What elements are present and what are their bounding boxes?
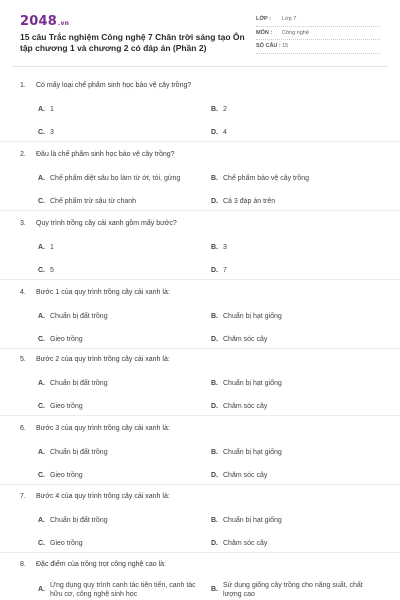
question-stem: Có mấy loại chế phẩm sinh học bảo vệ cây trồng?	[36, 82, 192, 89]
option-c[interactable]	[38, 266, 54, 275]
option-letter: A.	[38, 106, 45, 113]
option-b[interactable]	[211, 516, 282, 525]
question-stem: Đâu là chế phẩm sinh học bảo vệ cây trồng?	[36, 151, 175, 158]
option-text: Chăm sóc cây	[223, 540, 268, 547]
question-text	[20, 289, 380, 299]
options	[20, 435, 380, 479]
logo-text: 2048	[20, 14, 57, 29]
option-letter: B.	[211, 586, 218, 593]
meta-row-count	[256, 40, 380, 54]
option-d[interactable]	[211, 197, 275, 206]
meta-value: Công nghệ	[282, 29, 309, 36]
option-letter: B.	[211, 175, 218, 182]
option-text: 1	[50, 244, 54, 251]
option-b[interactable]	[211, 581, 381, 599]
question-number: 6.	[20, 425, 26, 432]
question-stem: Bước 4 của quy trình trồng cây cải xanh là:	[36, 493, 170, 500]
option-text: 2	[223, 106, 227, 113]
question-stem: Bước 3 của quy trình trồng cây cải xanh là:	[36, 425, 170, 432]
question-text	[20, 82, 380, 92]
question-divider	[0, 552, 400, 553]
meta-row-grade	[256, 13, 380, 27]
question-4	[20, 289, 380, 343]
option-text: Chế phẩm diệt sâu bọ làm từ ớt, tỏi, gừng	[50, 175, 181, 182]
question-number: 2.	[20, 151, 26, 158]
option-letter: D.	[211, 129, 218, 136]
option-letter: A.	[38, 449, 45, 456]
option-b[interactable]	[211, 243, 227, 252]
question-number: 4.	[20, 289, 26, 296]
question-divider	[0, 279, 400, 280]
option-d[interactable]	[211, 335, 267, 344]
meta-key: SỐ CÂU :	[256, 43, 281, 50]
option-text: Sử dụng giống cây trồng cho năng suất, chất lượng cao	[223, 582, 363, 598]
question-divider	[0, 484, 400, 485]
options	[20, 503, 380, 547]
question-1	[20, 82, 380, 136]
option-letter: A.	[38, 175, 45, 182]
question-number: 1.	[20, 82, 26, 89]
options	[20, 161, 380, 205]
option-c[interactable]	[38, 471, 83, 480]
option-text: Ứng dụng quy trình canh tác tiên tiến, canh tác hữu cơ, công nghệ sinh học	[50, 582, 196, 598]
option-letter: D.	[211, 472, 218, 479]
question-2	[20, 151, 380, 205]
logo-suffix: .vn	[57, 20, 70, 27]
site-logo[interactable]	[20, 14, 69, 29]
option-letter: D.	[211, 267, 218, 274]
question-divider	[0, 348, 400, 349]
option-letter: B.	[211, 313, 218, 320]
options	[20, 92, 380, 136]
option-a[interactable]	[38, 312, 108, 321]
option-d[interactable]	[211, 128, 227, 137]
option-text: 1	[50, 106, 54, 113]
option-b[interactable]	[211, 312, 282, 321]
option-text: Chuẩn bị hạt giống	[223, 517, 282, 524]
question-divider	[0, 415, 400, 416]
option-text: Cả 3 đáp án trên	[223, 198, 276, 205]
option-text: Chuẩn bị đất trồng	[50, 313, 108, 320]
option-a[interactable]	[38, 379, 108, 388]
option-text: Chế phẩm trừ sâu từ chanh	[50, 198, 137, 205]
option-letter: C.	[38, 198, 45, 205]
question-3	[20, 220, 380, 274]
option-text: Chăm sóc cây	[223, 403, 268, 410]
option-letter: D.	[211, 198, 218, 205]
meta-info	[256, 13, 380, 54]
option-text: Chăm sóc cây	[223, 336, 268, 343]
option-letter: D.	[211, 403, 218, 410]
meta-value: Lớp 7	[282, 16, 297, 23]
question-divider	[0, 210, 400, 211]
option-text: Chuẩn bị hạt giống	[223, 313, 282, 320]
options	[20, 366, 380, 410]
question-text	[20, 356, 380, 366]
question-6	[20, 425, 380, 479]
options	[20, 230, 380, 274]
option-letter: B.	[211, 106, 218, 113]
option-c[interactable]	[38, 402, 83, 411]
option-a[interactable]	[38, 516, 108, 525]
question-text	[20, 151, 380, 161]
option-c[interactable]	[38, 539, 83, 548]
option-text: Chuẩn bị đất trồng	[50, 517, 108, 524]
option-text: Gieo trồng	[50, 336, 83, 343]
option-c[interactable]	[38, 197, 136, 206]
option-c[interactable]	[38, 128, 54, 137]
question-8	[20, 561, 380, 600]
option-b[interactable]	[211, 448, 282, 457]
options	[20, 299, 380, 343]
meta-value: 15	[282, 43, 289, 50]
meta-key: MÔN :	[256, 29, 273, 36]
option-text: Chăm sóc cây	[223, 472, 268, 479]
option-b[interactable]	[211, 174, 309, 183]
option-text: 7	[223, 267, 227, 274]
question-text	[20, 425, 380, 435]
question-divider	[0, 141, 400, 142]
meta-row-subject	[256, 27, 380, 41]
option-text: Gieo trồng	[50, 403, 83, 410]
option-text: Chuẩn bị hạt giống	[223, 449, 282, 456]
question-stem: Bước 1 của quy trình trồng cây cải xanh là:	[36, 289, 170, 296]
option-d[interactable]	[211, 471, 267, 480]
header-divider	[12, 66, 388, 67]
option-text: Chế phẩm bảo vệ cây trồng	[223, 175, 309, 182]
option-letter: B.	[211, 244, 218, 251]
option-letter: C.	[38, 267, 45, 274]
option-letter: C.	[38, 129, 45, 136]
option-letter: C.	[38, 336, 45, 343]
option-letter: C.	[38, 472, 45, 479]
option-letter: A.	[38, 313, 45, 320]
question-number: 3.	[20, 220, 26, 227]
option-text: 3	[50, 129, 54, 136]
option-a[interactable]	[38, 243, 54, 252]
option-text: Gieo trồng	[50, 472, 83, 479]
option-text: 3	[223, 244, 227, 251]
option-letter: B.	[211, 517, 218, 524]
page-title: 15 câu Trắc nghiệm Công nghệ 7 Chân trời sáng tạo Ôn tập chương 1 và chương 2 có đáp án (Phần 2)	[20, 32, 245, 53]
option-a[interactable]	[38, 581, 208, 599]
option-text: Gieo trồng	[50, 540, 83, 547]
option-d[interactable]	[211, 402, 267, 411]
question-text	[20, 493, 380, 503]
option-letter: B.	[211, 380, 218, 387]
question-stem: Đặc điểm của trồng trọt công nghệ cao là:	[36, 561, 166, 568]
option-letter: D.	[211, 336, 218, 343]
option-a[interactable]	[38, 448, 108, 457]
option-text: Chuẩn bị hạt giống	[223, 380, 282, 387]
option-b[interactable]	[211, 379, 282, 388]
question-number: 8.	[20, 561, 26, 568]
option-text: Chuẩn bị đất trồng	[50, 380, 108, 387]
question-text	[20, 561, 380, 571]
option-letter: A.	[38, 517, 45, 524]
option-text: Chuẩn bị đất trồng	[50, 449, 108, 456]
question-text	[20, 220, 380, 230]
options	[20, 571, 380, 600]
option-text: 5	[50, 267, 54, 274]
option-letter: A.	[38, 380, 45, 387]
question-number: 5.	[20, 356, 26, 363]
option-letter: D.	[211, 540, 218, 547]
option-d[interactable]	[211, 266, 227, 275]
question-7	[20, 493, 380, 547]
option-letter: A.	[38, 244, 45, 251]
question-stem: Quy trình trồng cây cải xanh gồm mấy bước?	[36, 220, 177, 227]
option-letter: B.	[211, 449, 218, 456]
option-a[interactable]	[38, 174, 180, 183]
question-stem: Bước 2 của quy trình trồng cây cải xanh là:	[36, 356, 170, 363]
question-5	[20, 356, 380, 410]
option-c[interactable]	[38, 335, 83, 344]
option-letter: C.	[38, 403, 45, 410]
option-letter: A.	[38, 586, 45, 593]
question-number: 7.	[20, 493, 26, 500]
option-b[interactable]	[211, 105, 227, 114]
meta-key: LỚP :	[256, 16, 271, 23]
option-d[interactable]	[211, 539, 267, 548]
option-letter: C.	[38, 540, 45, 547]
option-a[interactable]	[38, 105, 54, 114]
option-text: 4	[223, 129, 227, 136]
